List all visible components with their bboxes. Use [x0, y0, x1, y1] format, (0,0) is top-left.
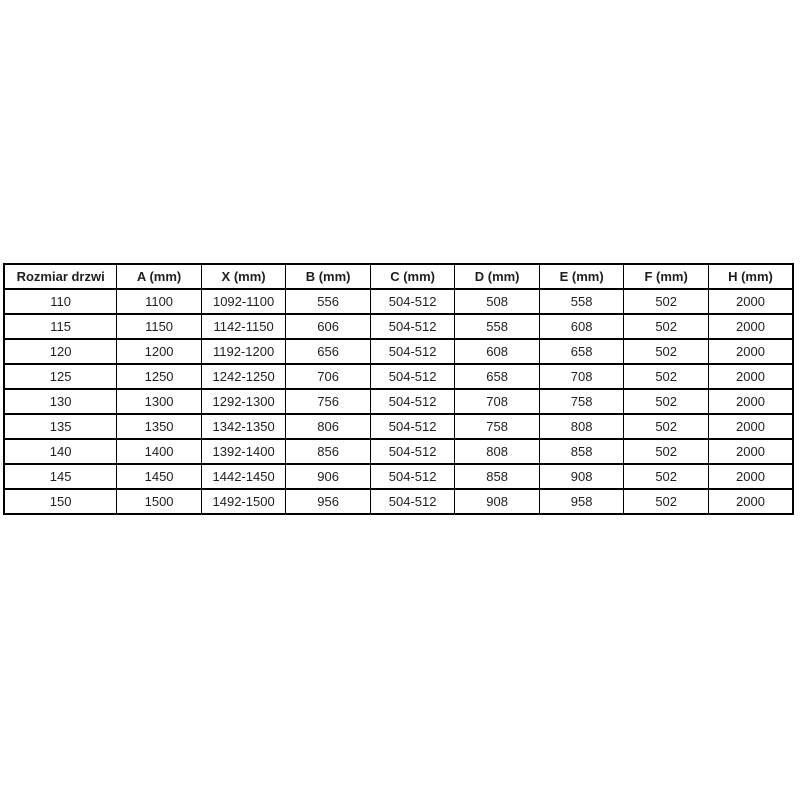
table-cell: 504-512: [370, 314, 455, 339]
table-cell: 1292-1300: [201, 389, 286, 414]
table-cell: 115: [4, 314, 117, 339]
table-cell: 502: [624, 289, 709, 314]
table-row: [4, 289, 793, 314]
table-row: [4, 389, 793, 414]
door-size-spec-table: [3, 263, 794, 515]
table-cell: 120: [4, 339, 117, 364]
table-cell: 808: [455, 439, 540, 464]
table-cell: 858: [539, 439, 624, 464]
table-cell: 806: [286, 414, 371, 439]
table-cell: 1242-1250: [201, 364, 286, 389]
table-cell: 706: [286, 364, 371, 389]
table-cell: 502: [624, 464, 709, 489]
table-cell: 130: [4, 389, 117, 414]
table-cell: 504-512: [370, 339, 455, 364]
table-cell: 808: [539, 414, 624, 439]
spec-table-header: [4, 264, 793, 289]
table-cell: 2000: [708, 364, 793, 389]
header-row: [4, 264, 793, 289]
table-cell: 758: [455, 414, 540, 439]
table-cell: 508: [455, 289, 540, 314]
table-cell: 2000: [708, 489, 793, 514]
table-cell: 1350: [117, 414, 202, 439]
table-row: [4, 439, 793, 464]
table-cell: 908: [539, 464, 624, 489]
table-cell: 504-512: [370, 414, 455, 439]
table-cell: 125: [4, 364, 117, 389]
table-cell: 1342-1350: [201, 414, 286, 439]
table-cell: 110: [4, 289, 117, 314]
table-cell: 1400: [117, 439, 202, 464]
table-cell: 658: [455, 364, 540, 389]
table-cell: 708: [539, 364, 624, 389]
table-row: [4, 414, 793, 439]
table-cell: 1442-1450: [201, 464, 286, 489]
table-cell: 906: [286, 464, 371, 489]
column-header-e-mm: E (mm): [539, 264, 624, 289]
table-cell: 1150: [117, 314, 202, 339]
table-cell: 658: [539, 339, 624, 364]
table-cell: 2000: [708, 414, 793, 439]
table-cell: 2000: [708, 389, 793, 414]
table-cell: 2000: [708, 289, 793, 314]
column-header-rozmiar-drzwi: Rozmiar drzwi: [4, 264, 117, 289]
table-cell: 504-512: [370, 489, 455, 514]
table-cell: 1100: [117, 289, 202, 314]
column-header-b-mm: B (mm): [286, 264, 371, 289]
table-cell: 2000: [708, 314, 793, 339]
table-cell: 1500: [117, 489, 202, 514]
spec-table-body: [4, 289, 793, 514]
table-cell: 1300: [117, 389, 202, 414]
table-cell: 1450: [117, 464, 202, 489]
table-cell: 504-512: [370, 289, 455, 314]
table-cell: 756: [286, 389, 371, 414]
table-row: [4, 339, 793, 364]
table-cell: 956: [286, 489, 371, 514]
table-cell: 1092-1100: [201, 289, 286, 314]
table-cell: 1392-1400: [201, 439, 286, 464]
table-cell: 608: [455, 339, 540, 364]
column-header-c-mm: C (mm): [370, 264, 455, 289]
table-cell: 558: [455, 314, 540, 339]
table-cell: 1200: [117, 339, 202, 364]
table-cell: 502: [624, 339, 709, 364]
table-cell: 958: [539, 489, 624, 514]
table-cell: 856: [286, 439, 371, 464]
table-cell: 708: [455, 389, 540, 414]
table-cell: 608: [539, 314, 624, 339]
table-cell: 135: [4, 414, 117, 439]
table-cell: 140: [4, 439, 117, 464]
table-cell: 504-512: [370, 364, 455, 389]
table-cell: 504-512: [370, 389, 455, 414]
table-cell: 556: [286, 289, 371, 314]
table-row: [4, 314, 793, 339]
table-cell: 1492-1500: [201, 489, 286, 514]
column-header-a-mm: A (mm): [117, 264, 202, 289]
table-cell: 502: [624, 489, 709, 514]
table-cell: 504-512: [370, 464, 455, 489]
table-cell: 502: [624, 364, 709, 389]
table-cell: 558: [539, 289, 624, 314]
table-cell: 758: [539, 389, 624, 414]
table-cell: 1142-1150: [201, 314, 286, 339]
table-cell: 2000: [708, 464, 793, 489]
table-cell: 502: [624, 314, 709, 339]
table-cell: 908: [455, 489, 540, 514]
table-cell: 150: [4, 489, 117, 514]
table-row: [4, 489, 793, 514]
table-cell: 502: [624, 389, 709, 414]
table-cell: 1250: [117, 364, 202, 389]
table-cell: 1192-1200: [201, 339, 286, 364]
table-cell: 145: [4, 464, 117, 489]
table-cell: 656: [286, 339, 371, 364]
column-header-x-mm: X (mm): [201, 264, 286, 289]
table-cell: 504-512: [370, 439, 455, 464]
table-cell: 502: [624, 414, 709, 439]
table-row: [4, 464, 793, 489]
table-cell: 502: [624, 439, 709, 464]
table-cell: 858: [455, 464, 540, 489]
table-cell: 2000: [708, 439, 793, 464]
column-header-d-mm: D (mm): [455, 264, 540, 289]
table-cell: 2000: [708, 339, 793, 364]
column-header-f-mm: F (mm): [624, 264, 709, 289]
table-row: [4, 364, 793, 389]
column-header-h-mm: H (mm): [708, 264, 793, 289]
table-cell: 606: [286, 314, 371, 339]
